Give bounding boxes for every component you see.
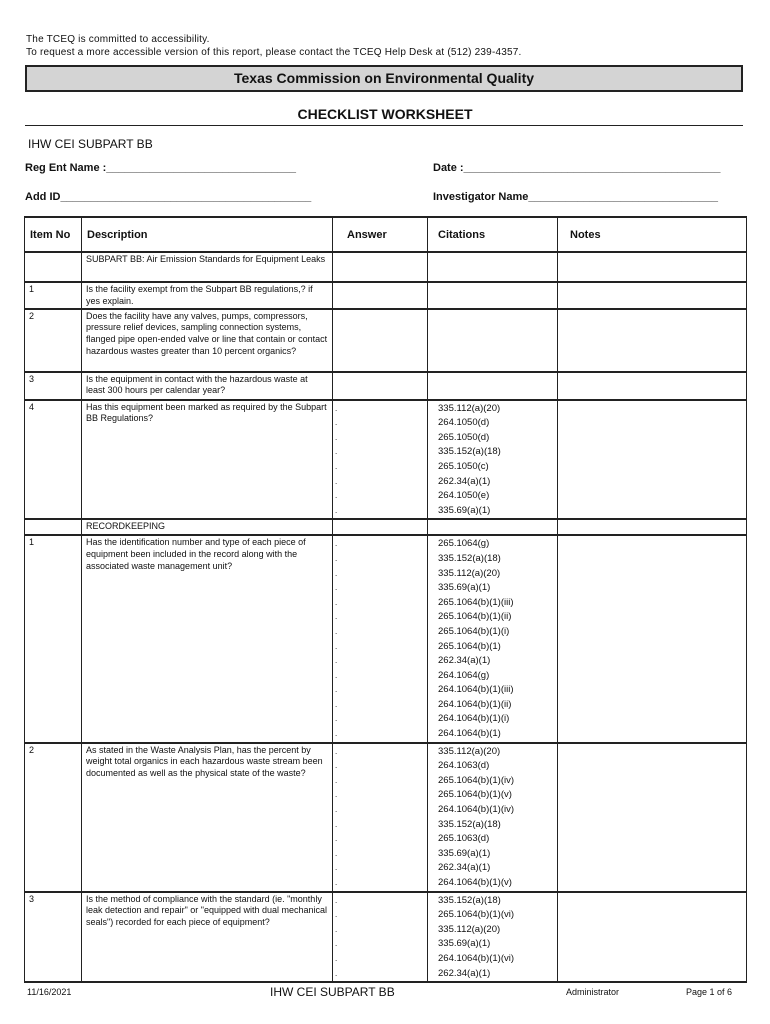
header-answer: Answer bbox=[333, 217, 428, 252]
agency-banner: Texas Commission on Environmental Quality bbox=[25, 65, 743, 92]
answer-marker: . bbox=[335, 805, 338, 815]
answer-marker: . bbox=[335, 476, 338, 486]
item-number-cell bbox=[25, 252, 82, 282]
citation: 335.112(a)(20) bbox=[438, 402, 501, 414]
citation: 335.152(a)(18) bbox=[438, 552, 501, 564]
table-row bbox=[25, 400, 747, 520]
citation: 265.1050(d) bbox=[438, 431, 490, 443]
citation: 264.1064(b)(1)(ii) bbox=[438, 698, 512, 710]
answer-marker: . bbox=[335, 418, 338, 428]
citation: 335.69(a)(1) bbox=[438, 938, 491, 950]
answer-marker: . bbox=[335, 746, 338, 756]
answer-marker: . bbox=[335, 953, 338, 963]
description-cell: Does the facility have any valves, pumps, compressors, pressure relief devices, sampling connection systems, flanged pipe open-ended valve or line that contain or contact hazardous wastes greater than 10 percent organics? bbox=[82, 309, 333, 372]
answer-marker: . bbox=[335, 447, 338, 457]
footer-title: IHW CEI SUBPART BB bbox=[270, 985, 395, 999]
citations-cell bbox=[428, 309, 558, 372]
answer-marker: . bbox=[335, 939, 338, 949]
description-cell: Has this equipment been marked as required by the Subpart BB Regulations? bbox=[82, 400, 333, 520]
answer-cell[interactable] bbox=[333, 892, 428, 983]
answer-cell[interactable] bbox=[333, 252, 428, 282]
footer-role: Administrator bbox=[566, 987, 620, 997]
citation: 335.69(a)(1) bbox=[438, 504, 491, 516]
date-field[interactable]: Date :__________________________________________ bbox=[433, 162, 721, 174]
answer-cell[interactable] bbox=[333, 519, 428, 535]
answer-marker: . bbox=[335, 834, 338, 844]
answer-marker: . bbox=[335, 775, 338, 785]
answer-cell[interactable] bbox=[333, 309, 428, 372]
citation: 262.34(a)(1) bbox=[438, 655, 491, 667]
header-item-no: Item No bbox=[25, 217, 82, 252]
answer-marker: . bbox=[335, 612, 338, 622]
answer-marker: . bbox=[335, 505, 338, 515]
citation: 264.1050(d) bbox=[438, 417, 490, 429]
citation: 335.69(a)(1) bbox=[438, 582, 491, 594]
citation: 264.1063(d) bbox=[438, 760, 490, 772]
item-number-cell: 1 bbox=[25, 535, 82, 742]
item-number-cell: 3 bbox=[25, 892, 82, 983]
accessibility-notice bbox=[26, 33, 522, 59]
citations-cell bbox=[428, 282, 558, 309]
citation: 264.1064(g) bbox=[438, 669, 490, 681]
notes-cell[interactable] bbox=[558, 519, 747, 535]
table-row bbox=[25, 282, 747, 309]
answer-marker: . bbox=[335, 491, 338, 501]
citation: 265.1064(b)(1)(iii) bbox=[438, 596, 514, 608]
item-number-cell: 3 bbox=[25, 372, 82, 400]
description-cell: As stated in the Waste Analysis Plan, has the percent by weight total organics in each hazardous waste stream been documented as well as the physical state of the waste? bbox=[82, 743, 333, 892]
answer-marker: . bbox=[335, 432, 338, 442]
answer-marker: . bbox=[335, 626, 338, 636]
citation: 335.152(a)(18) bbox=[438, 894, 501, 906]
notes-cell[interactable] bbox=[558, 252, 747, 282]
citation: 262.34(a)(1) bbox=[438, 967, 491, 979]
notes-cell[interactable] bbox=[558, 400, 747, 520]
citation: 264.1064(b)(1)(v) bbox=[438, 877, 512, 888]
answer-marker: . bbox=[335, 597, 338, 607]
answer-marker: . bbox=[335, 895, 338, 905]
answer-marker: . bbox=[335, 539, 338, 549]
citation: 335.69(a)(1) bbox=[438, 847, 491, 859]
answer-marker: . bbox=[335, 656, 338, 666]
citation: 265.1064(b)(1)(vi) bbox=[438, 909, 515, 921]
answer-cell[interactable] bbox=[333, 743, 428, 892]
citation: 262.34(a)(1) bbox=[438, 475, 491, 487]
answer-marker: . bbox=[335, 670, 338, 680]
citation: 265.1064(g) bbox=[438, 538, 490, 550]
description-cell: Is the method of compliance with the standard (ie. "monthly leak detection and repair" or "equipped with dual mechanical seals") recorded for each piece of equipment? bbox=[82, 892, 333, 983]
citations-cell bbox=[428, 372, 558, 400]
citation: 265.1064(b)(1)(iv) bbox=[438, 774, 515, 786]
citations-cell bbox=[428, 535, 558, 742]
investigator-name-field[interactable]: Investigator Name_______________________________ bbox=[433, 191, 719, 203]
table-header-row bbox=[25, 217, 747, 252]
item-number-cell: 2 bbox=[25, 309, 82, 372]
description-cell: Is the equipment in contact with the hazardous waste at least 300 hours per calendar year? bbox=[82, 372, 333, 400]
table-row bbox=[25, 892, 747, 983]
title-divider bbox=[25, 125, 743, 126]
citation: 264.1064(b)(1)(i) bbox=[438, 713, 510, 725]
citation: 265.1050(c) bbox=[438, 460, 489, 472]
header-citations: Citations bbox=[428, 217, 558, 252]
answer-marker: . bbox=[335, 790, 338, 800]
table-row bbox=[25, 743, 747, 892]
citation: 265.1064(b)(1) bbox=[438, 640, 501, 652]
citation: 265.1064(b)(1)(ii) bbox=[438, 611, 512, 623]
answer-marker: . bbox=[335, 583, 338, 593]
item-number-cell: 2 bbox=[25, 743, 82, 892]
answer-cell[interactable] bbox=[333, 400, 428, 520]
citation: 335.152(a)(18) bbox=[438, 446, 501, 458]
worksheet-title: CHECKLIST WORKSHEET bbox=[297, 106, 473, 122]
answer-cell[interactable] bbox=[333, 282, 428, 309]
answer-marker: . bbox=[335, 699, 338, 709]
citation: 335.112(a)(20) bbox=[438, 567, 501, 579]
notes-cell[interactable] bbox=[558, 535, 747, 742]
notes-cell[interactable] bbox=[558, 892, 747, 983]
description-cell: RECORDKEEPING bbox=[82, 519, 333, 535]
description-cell: SUBPART BB: Air Emission Standards for Equipment Leaks bbox=[82, 252, 333, 282]
footer-date: 11/16/2021 bbox=[27, 987, 72, 997]
answer-marker: . bbox=[335, 553, 338, 563]
citations-cell bbox=[428, 519, 558, 535]
reg-ent-name-field[interactable]: Reg Ent Name :_______________________________ bbox=[25, 162, 296, 174]
subpart-heading: IHW CEI SUBPART BB bbox=[28, 137, 153, 151]
item-number-cell bbox=[25, 519, 82, 535]
citation: 265.1064(b)(1)(i) bbox=[438, 625, 510, 637]
answer-marker: . bbox=[335, 403, 338, 413]
answer-marker: . bbox=[335, 878, 338, 887]
item-number-cell: 4 bbox=[25, 400, 82, 520]
answer-marker: . bbox=[335, 968, 338, 978]
citation: 264.1064(b)(1) bbox=[438, 728, 501, 740]
answer-marker: . bbox=[335, 761, 338, 771]
answer-marker: . bbox=[335, 863, 338, 873]
citation: 335.112(a)(20) bbox=[438, 923, 501, 935]
citations-cell bbox=[428, 743, 558, 892]
citations-cell bbox=[428, 252, 558, 282]
citation: 264.1050(e) bbox=[438, 490, 490, 502]
answer-marker: . bbox=[335, 568, 338, 578]
citation: 264.1064(b)(1)(iv) bbox=[438, 804, 515, 816]
table-row bbox=[25, 252, 747, 282]
citation: 265.1063(d) bbox=[438, 833, 490, 845]
answer-marker: . bbox=[335, 685, 338, 695]
description-cell: Has the identification number and type of each piece of equipment been included in the record along with the associated waste management unit? bbox=[82, 535, 333, 742]
citation: 335.152(a)(18) bbox=[438, 818, 501, 830]
answer-marker: . bbox=[335, 848, 338, 858]
notes-cell[interactable] bbox=[558, 743, 747, 892]
notes-cell[interactable] bbox=[558, 372, 747, 400]
citation: 335.112(a)(20) bbox=[438, 745, 501, 757]
citations-cell bbox=[428, 892, 558, 983]
header-notes: Notes bbox=[558, 217, 747, 252]
answer-marker: . bbox=[335, 461, 338, 471]
citation: 264.1064(b)(1)(iii) bbox=[438, 684, 514, 696]
table-row bbox=[25, 372, 747, 400]
checklist-table bbox=[24, 216, 747, 983]
answer-marker: . bbox=[335, 714, 338, 724]
header-description: Description bbox=[82, 217, 333, 252]
citation: 265.1064(b)(1)(v) bbox=[438, 789, 512, 801]
notes-cell[interactable] bbox=[558, 309, 747, 372]
notice-line-2: To request a more accessible version of this report, please contact the TCEQ Help Desk at (512) 239-4357. bbox=[26, 47, 522, 58]
item-number-cell: 1 bbox=[25, 282, 82, 309]
answer-cell[interactable] bbox=[333, 535, 428, 742]
answer-marker: . bbox=[335, 924, 338, 934]
notice-line-1: The TCEQ is committed to accessibility. bbox=[26, 34, 210, 45]
citation: 264.1064(b)(1)(vi) bbox=[438, 952, 515, 964]
table-row bbox=[25, 519, 747, 535]
add-id-field[interactable]: Add ID_________________________________________ bbox=[25, 191, 312, 203]
table-row bbox=[25, 535, 747, 742]
answer-marker: . bbox=[335, 910, 338, 920]
table-row bbox=[25, 309, 747, 372]
description-cell: Is the facility exempt from the Subpart BB regulations,? if yes explain. bbox=[82, 282, 333, 309]
answer-marker: . bbox=[335, 641, 338, 651]
answer-marker: . bbox=[335, 819, 338, 829]
notes-cell[interactable] bbox=[558, 282, 747, 309]
answer-marker: . bbox=[335, 729, 338, 739]
answer-cell[interactable] bbox=[333, 372, 428, 400]
citations-cell bbox=[428, 400, 558, 520]
citation: 262.34(a)(1) bbox=[438, 862, 491, 874]
footer-page: Page 1 of 6 bbox=[686, 987, 733, 997]
